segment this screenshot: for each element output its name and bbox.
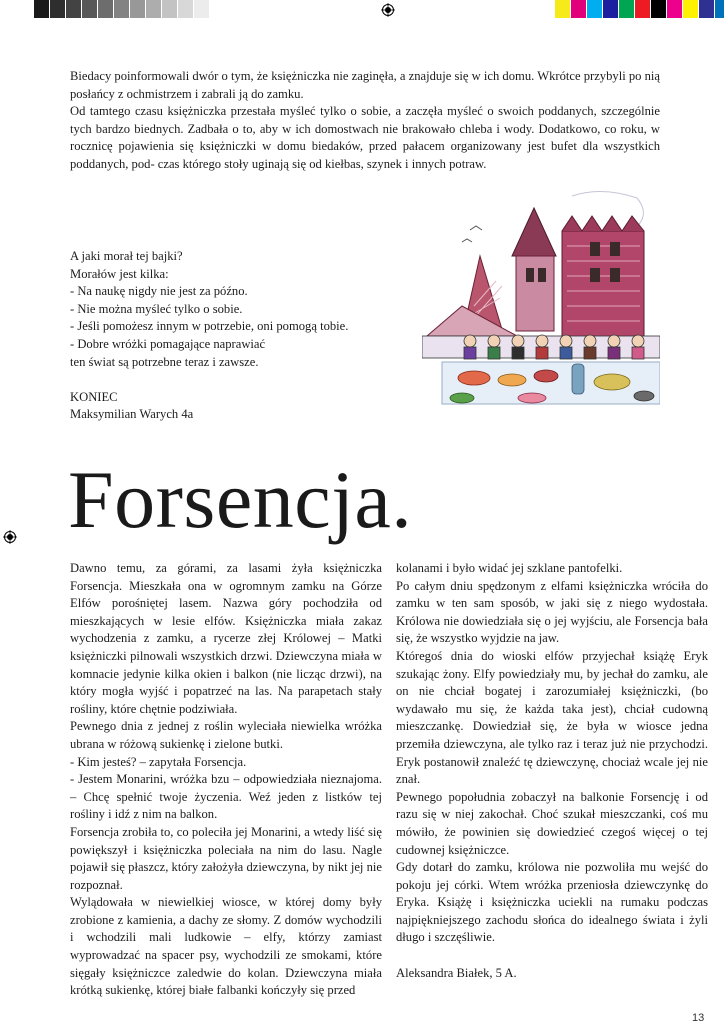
registration-mark-top [381, 3, 395, 17]
paragraph: Któregoś dnia do wioski elfów przyjechał książę Eryk szukając żony. Elfy powiedziały mu, by jechał do zamku, ale on nie chciał bogatej i zarozumiałej księżniczki, (bo wydawało mu się, że każda taka jest), chciał cudowną mieszczankę. Dowiedział się, że była w wiosce jedna przemiła dziewczyna, ale tylko raz i teraz już nie przychodzi. Eryk postanowił znaleźć tę dziewczynę, chociaż wcale jej nie znał. [396, 648, 708, 787]
color-swatch [635, 0, 651, 18]
color-swatch [571, 0, 587, 18]
color-swatch [699, 0, 715, 18]
paragraph: Gdy dotarł do zamku, królowa nie pozwoliła mu wejść do pokoju jej córki. Wtem wróżka przeniosła dziewczynkę do Eryka. Książę i księżniczka uciekli na rumaku podczas najpiękniejszego zachodu słońca do idealnego świata i żyli długo i szczęśliwie. [396, 860, 708, 945]
moral-line: - Nie można myśleć tylko o sobie. [70, 301, 243, 316]
moral-line: Morałów jest kilka: [70, 266, 169, 281]
paragraph: Forsencja zrobiła to, co poleciła jej Monarini, a wtedy liść się powiększył i księżniczka poleciała na nim do lasu. Nagle pojawił się płaszcz, który założyła dziewczyna, by nikt jej nie rozpoznał. [70, 824, 382, 892]
color-swatch [587, 0, 603, 18]
color-swatch [34, 0, 50, 18]
paragraph: Pewnego dnia z jednej z roślin wyleciała niewielka wróżka ubrana w różową sukienkę i zielone butki. [70, 719, 382, 751]
color-swatch [603, 0, 619, 18]
color-calibration-bar [555, 0, 724, 18]
moral-line: A jaki morał tej bajki? [70, 249, 183, 263]
moral-line: - Dobre wróżki pomagające naprawiać [70, 336, 266, 351]
paragraph: kolanami i było widać jej szklane pantofelki. [396, 561, 623, 575]
page-number: 13 [692, 1012, 705, 1024]
color-swatch [667, 0, 683, 18]
story-ending-text [70, 68, 660, 174]
paragraph: Dawno temu, za górami, za lasami żyła księżniczka Forsencja. Mieszkała ona w ogromnym zamku na Górze Elfów porośniętej lasem. Nazwa góry pochodziła od mieszkających w lesie elfów. Księżniczka miała zakaz wychodzenia z zamku, a rycerze złej Królowej – Matki księżniczki pilnowali wszystkich drzwi. Dziewczyna miała w komnacie jedynie kilka okien i balkon (nie licząc drzwi), na który mogła wyjść i popatrzeć na las. Na parapetach stały rośliny, które chętnie podziwiała. [70, 561, 382, 716]
moral-section [70, 248, 400, 424]
color-swatch [619, 0, 635, 18]
paragraph: Po całym dniu spędzonym z elfami księżniczka wróciła do zamku w ten sam sposób, w jaki się z niego wydostała. Królowa nie dowiedziała się o jej wyjściu, ale Forsencja bała się, że wszystko wyjdzie na jaw. [396, 578, 708, 646]
paragraph: - Kim jesteś? – zapytała Forsencja. [70, 754, 247, 769]
paragraph: Pewnego popołudnia zobaczył na balkonie Forsencję i od razu się w niej zakochał. Choć szukał mieszczanki, coś mu mówiło, że powinien się dowiedzieć czegoś więcej o tej cudownej księżniczce. [396, 789, 708, 857]
color-swatch [82, 0, 98, 18]
paragraph: Wylądowała w niewielkiej wiosce, w której domy były zrobione z kamienia, a dachy ze słomy. Z domów wychodzili i wchodzili mali ludkowie – elfy, którzy zamiast wyprowadzać na spacer psy, wychodzili ze smokami, które sięgały księżniczce zaledwie do kolan. Dziewczyna miała krótką sukienkę, której białe falbanki kończyły się przed [70, 895, 382, 998]
color-swatch [651, 0, 667, 18]
color-swatch [162, 0, 178, 18]
registration-mark-left [3, 530, 17, 544]
color-swatch [66, 0, 82, 18]
color-swatch [130, 0, 146, 18]
color-swatch [194, 0, 210, 18]
color-swatch [683, 0, 699, 18]
color-swatch [98, 0, 114, 18]
moral-line: - Jeśli pomożesz innym w potrzebie, oni pomogą tobie. [70, 319, 349, 334]
paragraph: - Jestem Monarini, wróżka bzu – odpowiedziała nieznajoma. – Chcę spełnić twoje życzenia. Weź jeden z listków tej rośliny i idź z nim na balkon. [70, 772, 382, 822]
grayscale-calibration-bar [34, 0, 226, 18]
paragraph: Od tamtego czasu księżniczka przestała myśleć tylko o sobie, a zaczęła myśleć o swoich poddanych, szczególnie tych bardzo biednych. Zadbała o to, aby w ich domostwach nie brakowało chleba i wody. Dodatkowo, co roku, w rocznicę pojawienia się księżniczki w domu biedaków, przed pałacem organizowany jest bufet dla wszystkich poddanych, pod- czas którego stoły uginają się od kiełbas, szynek i innych potraw. [70, 104, 660, 171]
color-swatch [146, 0, 162, 18]
color-swatch [114, 0, 130, 18]
moral-line: - Na naukę nigdy nie jest za późno. [70, 284, 248, 299]
story-column-left [70, 560, 382, 1000]
color-swatch [555, 0, 571, 18]
end-label: KONIEC [70, 389, 118, 404]
color-swatch [50, 0, 66, 18]
story-title: Forsencja. [68, 454, 413, 545]
castle-feast-illustration [422, 186, 660, 448]
moral-line: ten świat są potrzebne teraz i zawsze. [70, 354, 259, 369]
story-author: Aleksandra Białek, 5 A. [396, 965, 517, 980]
story-column-right [396, 560, 708, 982]
color-swatch [178, 0, 194, 18]
paragraph: Biedacy poinformowali dwór o tym, że księżniczka nie zaginęła, a znajduje się w ich domu. Wkrótce przybyli po nią posłańcy z ochmistrzem i zabrali ją do zamku. [70, 69, 660, 101]
color-swatch [715, 0, 724, 18]
color-swatch [210, 0, 226, 18]
story-author: Maksymilian Warych 4a [70, 407, 194, 422]
